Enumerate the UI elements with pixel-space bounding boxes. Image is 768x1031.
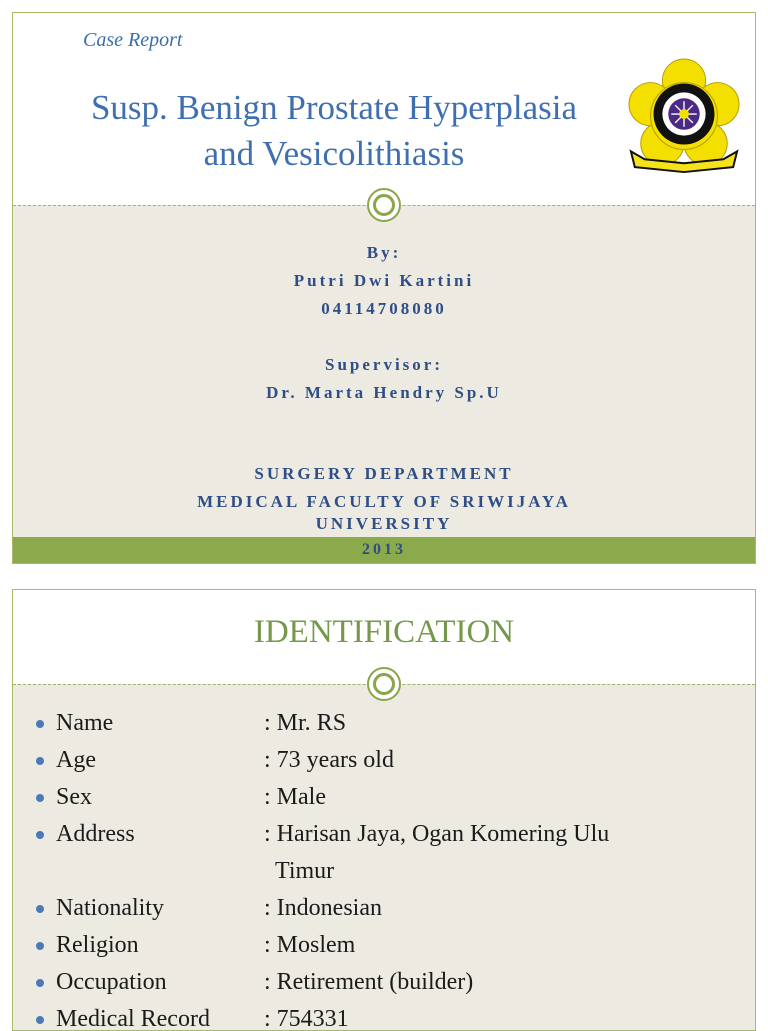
identification-slide (12, 589, 756, 1031)
department-block (13, 461, 755, 535)
id-value: : Retirement (builder) (264, 969, 474, 995)
id-value: : 73 years old (264, 747, 394, 773)
bullet-icon (36, 942, 44, 950)
bullet-icon (36, 979, 44, 987)
bullet-icon (36, 1016, 44, 1024)
id-value-text: Moslem (276, 932, 356, 958)
id-value: : Moslem (264, 932, 356, 958)
year-label: 2013 (362, 541, 406, 558)
id-row-nationality (33, 890, 704, 927)
presentation-title (29, 85, 639, 177)
id-row-occupation (33, 964, 704, 1001)
id-label: Name (56, 710, 114, 736)
id-label: Nationality (56, 895, 164, 921)
id-row-religion (33, 927, 704, 964)
supervisor-name: Dr. Marta Hendry Sp.U (266, 383, 502, 402)
ring-ornament-icon (367, 667, 401, 701)
identification-list (33, 705, 704, 1031)
id-row-medical-record (33, 1001, 704, 1031)
id-value: : Mr. RS (264, 710, 347, 736)
id-label: Sex (56, 784, 92, 810)
title-line-1: Susp. Benign Prostate Hyperplasia (90, 88, 578, 127)
department-name: SURGERY DEPARTMENT (254, 464, 514, 483)
supervisor-label: Supervisor: (325, 355, 443, 374)
bullet-icon (36, 720, 44, 728)
id-value: : Indonesian (264, 895, 382, 921)
id-row-sex (33, 779, 704, 816)
id-row-age (33, 742, 704, 779)
id-label: Age (56, 747, 96, 773)
title-slide (12, 12, 756, 564)
id-value: : Male (264, 784, 326, 810)
id-label: Occupation (56, 969, 167, 995)
id-value-text: Retirement (builder) (276, 969, 474, 995)
id-value-text: Harisan Jaya, Ogan Komering Ulu (276, 821, 610, 847)
id-value-text: Mr. RS (276, 710, 347, 736)
identification-title: IDENTIFICATION (253, 614, 515, 650)
id-value-continuation: Timur (275, 858, 335, 884)
id-value-text: Indonesian (276, 895, 382, 921)
id-value: : Harisan Jaya, Ogan Komering Ulu Timur (264, 816, 704, 890)
author-block (13, 239, 755, 323)
bullet-icon (36, 794, 44, 802)
id-label: Medical Record (56, 1006, 210, 1031)
supervisor-block (13, 351, 755, 407)
id-value: : 754331 (264, 1006, 349, 1031)
bullet-icon (36, 905, 44, 913)
id-value-text: Male (276, 784, 326, 810)
author-name: Putri Dwi Kartini (293, 271, 475, 290)
faculty-line-2: UNIVERSITY (315, 514, 453, 533)
faculty-line-1: MEDICAL FACULTY OF SRIWIJAYA (197, 492, 571, 511)
id-value-text: 754331 (276, 1006, 349, 1031)
student-id: 04114708080 (321, 299, 447, 318)
id-row-name (33, 705, 704, 742)
title-line-2: and Vesicolithiasis (203, 134, 465, 173)
university-seal-icon (625, 57, 743, 175)
id-value-text: 73 years old (276, 747, 394, 773)
ring-ornament-icon (367, 188, 401, 222)
case-report-label: Case Report (83, 29, 183, 51)
id-label: Religion (56, 932, 139, 958)
bullet-icon (36, 757, 44, 765)
id-label: Address (56, 821, 135, 847)
bullet-icon (36, 831, 44, 839)
id-row-address (33, 816, 704, 890)
by-label: By: (366, 243, 402, 262)
title-header-area (13, 13, 755, 205)
